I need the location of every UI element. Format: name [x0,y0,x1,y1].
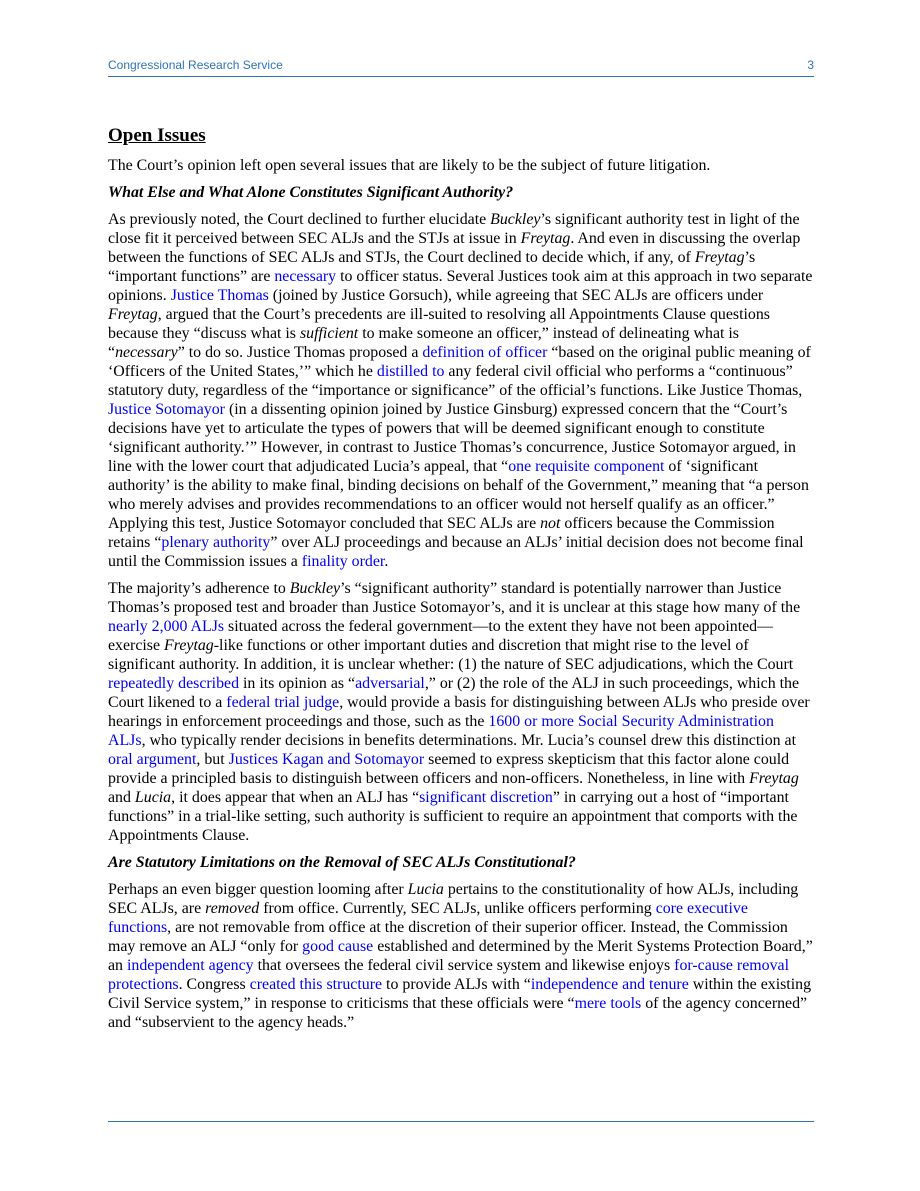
section-title: Open Issues [108,125,206,146]
body-text: ’s “significant authority” standard is potentially narrower than Justice Thomas’s proposed test and broader than Justice Sotomayor’s, and it is unclear at this stage how many of the [108,580,801,616]
intro-paragraph: The Court’s opinion left open several issues that are likely to be the subject of future litigation. [108,157,711,174]
body-text: (in a dissenting opinion joined by Justice Ginsburg) expressed concern that the “Court’s decisions have yet to articulate the types of powers that will be deemed significant enough to constitute ‘significant authority.’” However, in contrast to Justice Thomas’s concurrence, Justice Sotomayor argued, in line with the lower court that adjudicated Lucia’s appeal, that “ [108,401,796,475]
body-text: seemed to express skepticism that this factor alone could provide a principled basis to distinguish between officers and non-officers. Nonetheless, in line with [108,751,790,787]
italic-text: Freytag [520,230,571,247]
body-text: ” over ALJ proceedings and because an ALJs’ initial decision does not become final until the Commission issues a [108,534,804,570]
body-text: , it does appear that when an ALJ has “ [171,789,420,806]
body-text: in its opinion as “ [239,675,356,692]
hyperlink[interactable]: necessary [274,268,337,285]
italic-text: Lucia [134,789,172,806]
subheading-significant-authority: What Else and What Alone Constitutes Significant Authority? [108,184,514,201]
body-text: pertains to the constitutionality of how ALJs, including SEC ALJs, are [108,881,799,917]
hyperlink[interactable]: nearly 2,000 ALJs [108,618,225,635]
hyperlink[interactable]: repeatedly described [108,675,240,692]
hyperlink[interactable]: significant discretion [419,789,553,806]
body-text: The majority’s adherence to [108,580,290,597]
italic-text: Buckley [289,580,341,597]
paragraph-removal [108,880,814,1032]
body-text: from office. Currently, SEC ALJs, unlike officers performing [259,900,656,917]
body-text: . And even in discussing the overlap between the functions of SEC ALJs and STJs, the Court declined to decide which, if any, of [108,230,801,266]
italic-text: Buckley [490,211,541,228]
hyperlink[interactable]: for-cause removal protections [108,957,789,993]
paragraph-majority-adherence [108,579,814,845]
italic-text: Freytag [749,770,799,787]
hyperlink[interactable]: distilled to [376,363,445,380]
italic-text: necessary [115,344,178,361]
italic-text: not [540,515,561,532]
body-text: “based on the original public meaning of ‘Officers of the United States,’” which he [108,344,811,380]
hyperlink[interactable]: federal trial judge [226,694,340,711]
body-text: . [384,553,389,570]
body-text: to provide ALJs with “ [382,976,531,993]
italic-text: Freytag [694,249,745,266]
page-header [108,58,814,77]
body-text: of the agency concerned” and “subservient to the agency heads.” [108,995,808,1031]
hyperlink[interactable]: created this structure [249,976,383,993]
hyperlink[interactable]: definition of officer [422,344,548,361]
document-body [108,124,814,1040]
italic-text: Freytag [164,637,214,654]
body-text: , would provide a basis for distinguishing between ALJs who preside over hearings in enforcement proceedings and those, such as the [108,694,810,730]
italic-text: removed [205,900,260,917]
body-text: and [108,789,135,806]
body-text: (joined by Justice Gorsuch), while agreeing that SEC ALJs are officers under [268,287,764,304]
body-text: . Congress [178,976,250,993]
body-text: officers because the Commission retains “ [108,515,775,551]
body-text: of ‘significant authority’ is the ability to make final, binding decisions on behalf of the Government,” meaning that “a person who merely advises and provides recommendations to an officer would not herself qualify as an officer.” Applying this test, Justice Sotomayor concluded that SEC ALJs are [108,458,809,532]
body-text: within the existing Civil Service system,” in response to criticisms that these officials were “ [108,976,812,1012]
hyperlink[interactable]: one requisite component [508,458,665,475]
body-text: any federal civil official who performs a “continuous” statutory duty, regardless of the “importance or significance” of the official’s functions. Like Justice Thomas, [108,363,803,399]
paragraph-significant-authority [108,210,814,571]
body-text: Perhaps an even bigger question looming after [108,881,408,898]
hyperlink[interactable]: independent agency [126,957,254,974]
body-text: situated across the federal government—to the extent they have not been appointed—exercise [108,618,774,654]
hyperlink[interactable]: oral argument [108,751,197,768]
footer-divider [108,1121,814,1122]
italic-text: Lucia [407,881,444,898]
body-text: ’s “important functions” are [108,249,756,285]
hyperlink[interactable]: mere tools [574,995,642,1012]
hyperlink[interactable]: core executive functions [108,900,748,936]
body-text: ’s significant authority test in light of the close fit it perceived between SEC ALJs and the STJs at issue in [108,211,800,247]
body-text: ,” or (2) the role of the ALJ in such proceedings, which the Court likened to a [108,675,800,711]
italic-text: Freytag [108,306,158,323]
hyperlink[interactable]: Justice Thomas [170,287,269,304]
body-text: to make someone an officer,” instead of delineating what is “ [108,325,739,361]
body-text: , are not removable from office at the discretion of their superior officer. Instead, the Commission may remove an ALJ “only for [108,919,788,955]
hyperlink[interactable]: adversarial [355,675,425,692]
body-text: that oversees the federal civil service system and likewise enjoys [253,957,675,974]
hyperlink[interactable]: good cause [302,938,374,955]
body-text: ” to do so. Justice Thomas proposed a [177,344,423,361]
hyperlink[interactable]: plenary authority [161,534,271,551]
header-org-name: Congressional Research Service [108,58,283,72]
subheading-removal-limitations: Are Statutory Limitations on the Removal of SEC ALJs Constitutional? [108,854,576,871]
body-text: established and determined by the Merit Systems Protection Board,” an [108,938,813,974]
hyperlink[interactable]: Justices Kagan and Sotomayor [228,751,425,768]
body-text: ” in carrying out a host of “important functions” in a trial-like setting, such authority is sufficient to require an appointment that comports with the Appointments Clause. [108,789,798,844]
body-text: , who typically render decisions in benefits determinations. Mr. Lucia’s counsel drew this distinction at [141,732,797,749]
hyperlink[interactable]: 1600 or more Social Security Administration ALJs [108,713,774,749]
page-number: 3 [807,58,814,72]
italic-text: sufficient [299,325,359,342]
hyperlink[interactable]: finality order [301,553,385,570]
body-text: As previously noted, the Court declined to further elucidate [108,211,491,228]
body-text: to officer status. Several Justices took aim at this approach in two separate opinions. [108,268,813,304]
body-text: , but [196,751,229,768]
hyperlink[interactable]: Justice Sotomayor [108,401,225,418]
body-text: -like functions or other important duties and discretion that might rise to the level of significant authority. In addition, it is unclear whether: (1) the nature of SEC adjudications, which the Court [108,637,794,673]
body-text: , argued that the Court’s precedents are ill-suited to resolving all Appointments Clause questions because they “discuss what is [108,306,770,342]
hyperlink[interactable]: independence and tenure [530,976,689,993]
